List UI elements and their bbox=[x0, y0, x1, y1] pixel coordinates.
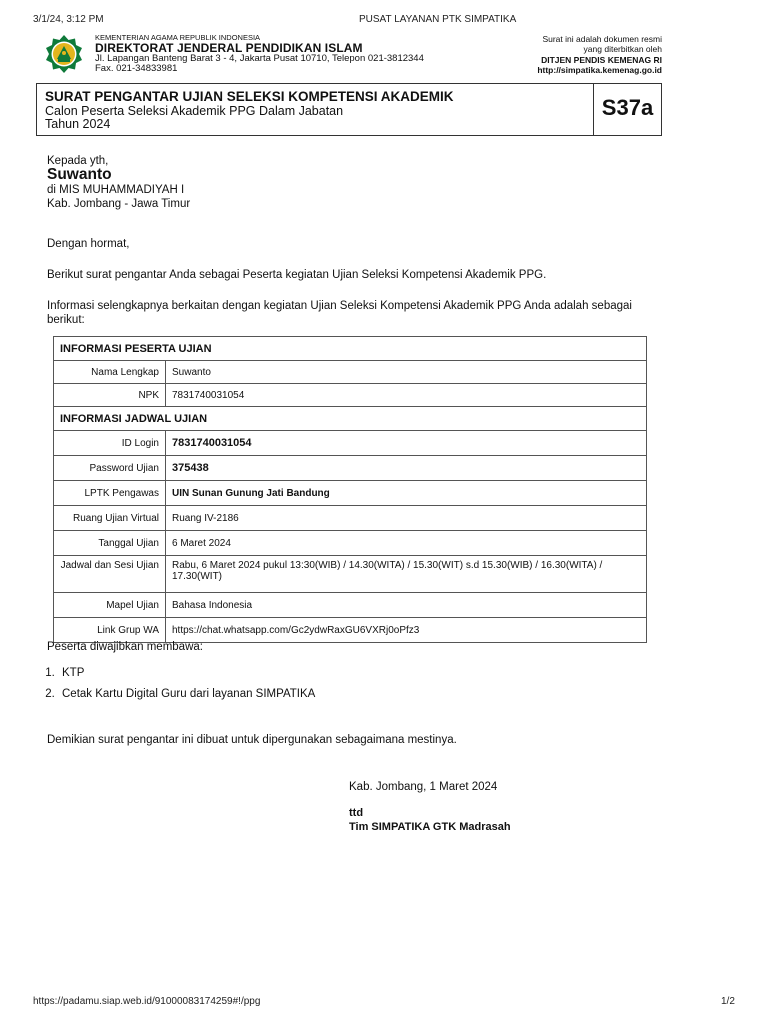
row-value: Bahasa Indonesia bbox=[166, 593, 647, 618]
list-item: 1. KTP bbox=[58, 665, 315, 686]
title-box bbox=[36, 83, 662, 136]
row-label: ID Login bbox=[54, 431, 166, 456]
kemenag-emblem-icon bbox=[44, 34, 84, 74]
table-row bbox=[54, 506, 647, 531]
signer-name: Tim SIMPATIKA GTK Madrasah bbox=[349, 821, 511, 833]
document-code-cell bbox=[593, 84, 661, 135]
official-note-line1: Surat ini adalah dokumen resmi bbox=[542, 34, 662, 44]
print-page-title: PUSAT LAYANAN PTK SIMPATIKA bbox=[359, 14, 517, 25]
letter-title: SURAT PENGANTAR UJIAN SELEKSI KOMPETENSI AKADEMIK bbox=[45, 89, 454, 104]
ministry-name: KEMENTERIAN AGAMA REPUBLIK INDONESIA bbox=[95, 33, 261, 42]
document-code: S37a bbox=[601, 95, 654, 120]
bring-list bbox=[40, 665, 315, 707]
table-row bbox=[54, 593, 647, 618]
row-value: 7831740031054 bbox=[166, 384, 647, 407]
greeting: Dengan hormat, bbox=[47, 238, 130, 250]
closing-paragraph: Demikian surat pengantar ini dibuat untuk dipergunakan sebagaimana mestinya. bbox=[47, 734, 457, 746]
table-row bbox=[54, 531, 647, 556]
row-label: NPK bbox=[54, 384, 166, 407]
exam-info-table bbox=[53, 336, 647, 643]
row-label: Mapel Ujian bbox=[54, 593, 166, 618]
salutation: Kepada yth, bbox=[47, 155, 109, 167]
table-row bbox=[54, 618, 647, 643]
intro-paragraph: Berikut surat pengantar Anda sebagai Peserta kegiatan Ujian Seleksi Kompetensi Akademik PPG. bbox=[47, 269, 547, 281]
table-row bbox=[54, 431, 647, 456]
row-label: Link Grup WA bbox=[54, 618, 166, 643]
directorate-name: DIREKTORAT JENDERAL PENDIDIKAN ISLAM bbox=[95, 41, 363, 55]
table-section-header bbox=[54, 337, 647, 361]
list-item: 2. Cetak Kartu Digital Guru dari layanan SIMPATIKA bbox=[58, 686, 315, 707]
bring-intro: Peserta diwajibkan membawa: bbox=[47, 641, 203, 653]
table-row bbox=[54, 361, 647, 384]
schedule-info-heading: INFORMASI JADWAL UJIAN bbox=[54, 407, 647, 431]
place-date: Kab. Jombang, 1 Maret 2024 bbox=[349, 781, 498, 793]
row-label: Ruang Ujian Virtual bbox=[54, 506, 166, 531]
print-datetime: 3/1/24, 3:12 PM bbox=[33, 14, 104, 25]
row-value: 6 Maret 2024 bbox=[166, 531, 647, 556]
lptk-value: UIN Sunan Gunung Jati Bandung bbox=[166, 481, 647, 506]
row-label: LPTK Pengawas bbox=[54, 481, 166, 506]
login-id-value: 7831740031054 bbox=[166, 431, 647, 456]
row-label: Tanggal Ujian bbox=[54, 531, 166, 556]
row-label: Nama Lengkap bbox=[54, 361, 166, 384]
info-paragraph-line1: Informasi selengkapnya berkaitan dengan kegiatan Ujian Seleksi Kompetensi Akademik PPG Anda adalah sebagai bbox=[47, 300, 632, 312]
row-value: Ruang IV-2186 bbox=[166, 506, 647, 531]
recipient-school: di MIS MUHAMMADIYAH I bbox=[47, 184, 185, 196]
table-row bbox=[54, 481, 647, 506]
table-row bbox=[54, 456, 647, 481]
schedule-value bbox=[166, 556, 647, 593]
schedule-value-line1: Rabu, 6 Maret 2024 pukul 13:30(WIB) / 14.30(WITA) / 15.30(WIT) s.d 15.30(WIB) / 16.30(WITA) / bbox=[172, 560, 603, 571]
official-note-line2: yang diterbitkan oleh bbox=[583, 44, 662, 54]
letter-year: Tahun 2024 bbox=[45, 117, 111, 131]
row-value: Suwanto bbox=[166, 361, 647, 384]
participant-info-heading: INFORMASI PESERTA UJIAN bbox=[54, 337, 647, 361]
issuer-website: http://simpatika.kemenag.go.id bbox=[537, 65, 662, 75]
print-url: https://padamu.siap.web.id/9100008317425​9#!/ppg bbox=[33, 996, 261, 1007]
password-value: 375438 bbox=[166, 456, 647, 481]
issuer-name: DITJEN PENDIS KEMENAG RI bbox=[541, 55, 662, 65]
row-label: Password Ujian bbox=[54, 456, 166, 481]
letter-subtitle: Calon Peserta Seleksi Akademik PPG Dalam Jabatan bbox=[45, 104, 344, 118]
info-paragraph-line2: berikut: bbox=[47, 314, 85, 326]
recipient-region: Kab. Jombang - Jawa Timur bbox=[47, 198, 191, 210]
whatsapp-link[interactable]: https://chat.whatsapp.com/Gc2ydwRaxGU6VXRj0oPfz3 bbox=[166, 618, 647, 643]
print-page-number: 1/2 bbox=[721, 996, 735, 1007]
table-section-header bbox=[54, 407, 647, 431]
letterhead-address: Jl. Lapangan Banteng Barat 3 - 4, Jakarta Pusat 10710, Telepon 021-3812344 bbox=[95, 53, 424, 64]
table-row bbox=[54, 556, 647, 593]
recipient-name: Suwanto bbox=[47, 166, 112, 183]
letterhead-fax: Fax. 021-34833981 bbox=[95, 63, 178, 74]
schedule-value-line2: 17.30(WIT) bbox=[172, 571, 223, 582]
row-label: Jadwal dan Sesi Ujian bbox=[54, 556, 166, 593]
table-row bbox=[54, 384, 647, 407]
ttd-label: ttd bbox=[349, 807, 364, 819]
